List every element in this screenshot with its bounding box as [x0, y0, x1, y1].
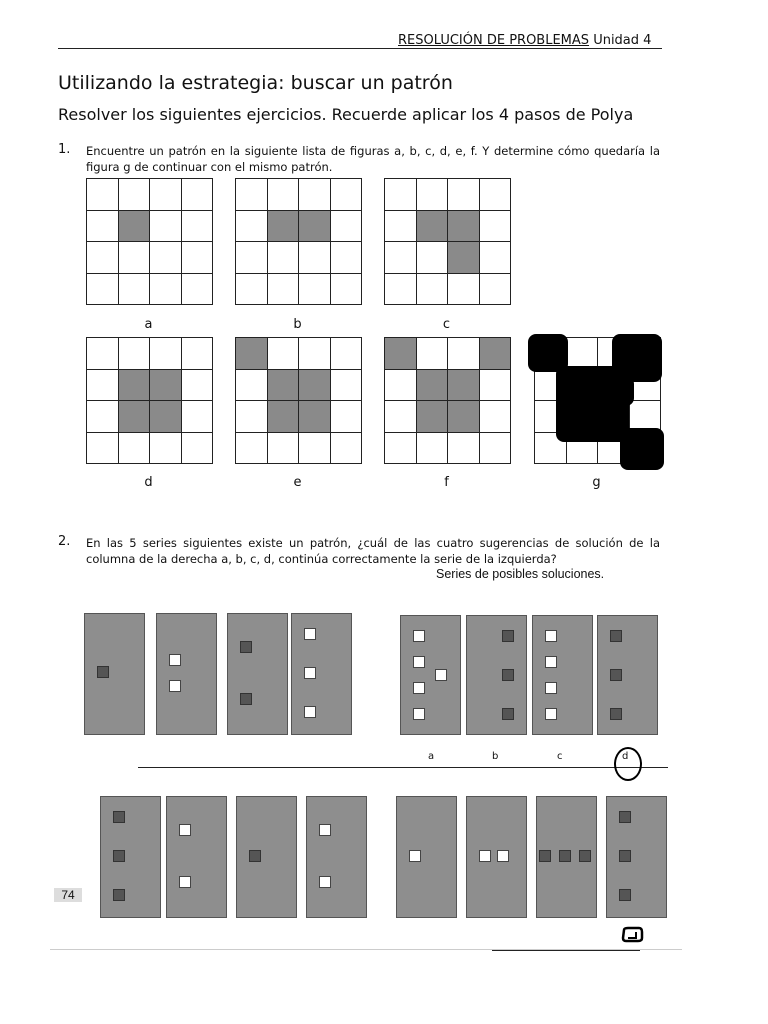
- figure-label-f: f: [444, 475, 449, 490]
- grid-cell: [299, 274, 330, 305]
- page-title: Utilizando la estrategia: buscar un patrón: [58, 72, 453, 94]
- grid-cell: [417, 401, 448, 432]
- figure-d-grid: [86, 337, 213, 464]
- light-square: [304, 706, 316, 718]
- pattern-card: [236, 796, 297, 918]
- light-square: [319, 876, 331, 888]
- grid-cell: [385, 274, 416, 305]
- grid-cell: [268, 401, 299, 432]
- pattern-card: [84, 613, 145, 735]
- pattern-card: [597, 615, 658, 735]
- pattern-card: [227, 613, 288, 735]
- handwritten-circle-mark: [614, 747, 642, 781]
- grid-cell: [417, 338, 448, 369]
- grid-cell: [182, 401, 213, 432]
- option-label-d: d: [622, 751, 629, 762]
- figure-label-e: e: [293, 475, 302, 490]
- light-square: [479, 850, 491, 862]
- grid-cell: [268, 338, 299, 369]
- dark-square: [97, 666, 109, 678]
- option-label-b: b: [492, 751, 499, 762]
- pattern-card: [100, 796, 161, 918]
- light-square: [179, 876, 191, 888]
- grid-cell: [150, 274, 181, 305]
- dark-square: [240, 693, 252, 705]
- grid-cell: [331, 370, 362, 401]
- grid-cell: [268, 433, 299, 464]
- dark-square: [579, 850, 591, 862]
- pattern-card: [306, 796, 367, 918]
- grid-cell: [150, 179, 181, 210]
- dark-square: [619, 811, 631, 823]
- grid-cell: [331, 242, 362, 273]
- grid-cell: [385, 338, 416, 369]
- figure-e-grid: [235, 337, 362, 464]
- pattern-card: [400, 615, 461, 735]
- grid-cell: [385, 401, 416, 432]
- grid-cell: [268, 179, 299, 210]
- grid-cell: [331, 274, 362, 305]
- grid-cell: [385, 370, 416, 401]
- dark-square: [249, 850, 261, 862]
- grid-cell: [480, 242, 511, 273]
- grid-cell: [236, 401, 267, 432]
- marker-blob: [612, 376, 634, 406]
- grid-cell: [236, 242, 267, 273]
- dark-square: [559, 850, 571, 862]
- grid-cell: [119, 179, 150, 210]
- grid-cell: [87, 338, 118, 369]
- grid-cell: [236, 433, 267, 464]
- grid-cell: [119, 433, 150, 464]
- grid-cell: [150, 433, 181, 464]
- dark-square: [539, 850, 551, 862]
- grid-cell: [417, 433, 448, 464]
- grid-cell: [236, 338, 267, 369]
- grid-cell: [417, 242, 448, 273]
- pattern-card: [532, 615, 593, 735]
- option-label-a: a: [428, 751, 435, 762]
- grid-cell: [448, 401, 479, 432]
- grid-cell: [299, 401, 330, 432]
- q1-text: Encuentre un patrón en la siguiente lista de figuras a, b, c, d, e, f. Y determine cómo quedaría la figura g de continuar con el mismo patrón.: [86, 144, 660, 174]
- grid-cell: [448, 433, 479, 464]
- grid-cell: [385, 211, 416, 242]
- header-section: RESOLUCIÓN DE PROBLEMAS: [398, 33, 590, 48]
- grid-cell: [299, 211, 330, 242]
- grid-cell: [299, 338, 330, 369]
- page-header: [398, 33, 651, 48]
- grid-cell: [299, 242, 330, 273]
- pattern-card: [606, 796, 667, 918]
- light-square: [304, 667, 316, 679]
- grid-cell: [182, 433, 213, 464]
- grid-cell: [567, 338, 598, 369]
- grid-cell: [119, 338, 150, 369]
- dark-square: [502, 669, 514, 681]
- marker-blob: [620, 428, 664, 470]
- light-square: [169, 680, 181, 692]
- pattern-card: [466, 615, 527, 735]
- grid-cell: [119, 274, 150, 305]
- option-label-c: c: [557, 751, 563, 762]
- grid-cell: [480, 179, 511, 210]
- grid-cell: [268, 242, 299, 273]
- dark-square: [610, 708, 622, 720]
- grid-cell: [150, 211, 181, 242]
- grid-cell: [236, 211, 267, 242]
- grid-cell: [119, 211, 150, 242]
- grid-cell: [417, 179, 448, 210]
- grid-cell: [236, 179, 267, 210]
- light-square: [319, 824, 331, 836]
- grid-cell: [119, 242, 150, 273]
- figure-f-grid: [384, 337, 511, 464]
- grid-cell: [182, 211, 213, 242]
- grid-cell: [150, 370, 181, 401]
- figure-b-grid: [235, 178, 362, 305]
- dark-square: [113, 889, 125, 901]
- dark-square: [619, 850, 631, 862]
- grid-cell: [417, 211, 448, 242]
- light-square: [545, 630, 557, 642]
- light-square: [435, 669, 447, 681]
- grid-cell: [417, 274, 448, 305]
- dark-square: [502, 708, 514, 720]
- header-unit: Unidad 4: [593, 33, 652, 48]
- grid-cell: [150, 242, 181, 273]
- light-square: [413, 656, 425, 668]
- grid-cell: [236, 370, 267, 401]
- grid-cell: [182, 242, 213, 273]
- solutions-caption: Series de posibles soluciones.: [436, 567, 605, 581]
- grid-cell: [480, 370, 511, 401]
- grid-cell: [268, 211, 299, 242]
- grid-cell: [331, 401, 362, 432]
- grid-cell: [87, 433, 118, 464]
- grid-cell: [630, 401, 661, 432]
- grid-cell: [119, 370, 150, 401]
- dark-square: [113, 811, 125, 823]
- grid-cell: [385, 242, 416, 273]
- grid-cell: [87, 242, 118, 273]
- handwritten-scribble-icon: [620, 926, 646, 944]
- dark-square: [113, 850, 125, 862]
- grid-cell: [331, 433, 362, 464]
- light-square: [497, 850, 509, 862]
- pattern-card: [291, 613, 352, 735]
- grid-cell: [268, 274, 299, 305]
- dark-square: [610, 630, 622, 642]
- grid-cell: [448, 211, 479, 242]
- grid-cell: [299, 179, 330, 210]
- q2-number: 2.: [58, 534, 71, 549]
- grid-cell: [480, 211, 511, 242]
- light-square: [409, 850, 421, 862]
- grid-cell: [119, 401, 150, 432]
- light-square: [179, 824, 191, 836]
- dark-square: [610, 669, 622, 681]
- page-subtitle: Resolver los siguientes ejercicios. Recuerde aplicar los 4 pasos de Polya: [58, 105, 634, 124]
- grid-cell: [480, 338, 511, 369]
- figure-label-g: g: [592, 475, 601, 490]
- grid-cell: [448, 274, 479, 305]
- pattern-card: [536, 796, 597, 918]
- pattern-card: [166, 796, 227, 918]
- figure-label-d: d: [144, 475, 153, 490]
- grid-cell: [299, 433, 330, 464]
- figure-label-c: c: [442, 317, 451, 332]
- dark-square: [619, 889, 631, 901]
- header-rule: [58, 48, 662, 49]
- light-square: [169, 654, 181, 666]
- pattern-card: [466, 796, 527, 918]
- light-square: [545, 682, 557, 694]
- grid-cell: [385, 433, 416, 464]
- grid-cell: [299, 370, 330, 401]
- grid-cell: [448, 179, 479, 210]
- light-square: [413, 682, 425, 694]
- grid-cell: [87, 274, 118, 305]
- figure-a-grid: [86, 178, 213, 305]
- dark-square: [240, 641, 252, 653]
- grid-cell: [480, 433, 511, 464]
- figure-label-b: b: [293, 317, 302, 332]
- grid-cell: [448, 242, 479, 273]
- light-square: [304, 628, 316, 640]
- grid-cell: [480, 401, 511, 432]
- light-square: [413, 708, 425, 720]
- grid-cell: [331, 211, 362, 242]
- figure-label-a: a: [144, 317, 153, 332]
- grid-cell: [150, 401, 181, 432]
- grid-cell: [87, 179, 118, 210]
- light-square: [545, 656, 557, 668]
- grid-cell: [331, 338, 362, 369]
- grid-cell: [182, 179, 213, 210]
- grid-cell: [150, 338, 181, 369]
- grid-cell: [87, 401, 118, 432]
- grid-cell: [236, 274, 267, 305]
- light-square: [545, 708, 557, 720]
- grid-cell: [385, 179, 416, 210]
- figure-c-grid: [384, 178, 511, 305]
- grid-cell: [448, 338, 479, 369]
- dark-square: [502, 630, 514, 642]
- q1-number: 1.: [58, 142, 71, 157]
- grid-cell: [448, 370, 479, 401]
- light-square: [413, 630, 425, 642]
- option-divider: [138, 767, 668, 768]
- page-number: 74: [54, 888, 82, 902]
- grid-cell: [331, 179, 362, 210]
- grid-cell: [268, 370, 299, 401]
- grid-cell: [87, 370, 118, 401]
- grid-cell: [87, 211, 118, 242]
- answer-line: [492, 950, 640, 951]
- grid-cell: [182, 338, 213, 369]
- q2-text: En las 5 series siguientes existe un patrón, ¿cuál de las cuatro sugerencias de solución de la columna de la derecha a, b, c, d, continúa correctamente la serie de la izquierda?: [86, 536, 660, 566]
- grid-cell: [417, 370, 448, 401]
- grid-cell: [480, 274, 511, 305]
- pattern-card: [396, 796, 457, 918]
- grid-cell: [182, 370, 213, 401]
- grid-cell: [182, 274, 213, 305]
- pattern-card: [156, 613, 217, 735]
